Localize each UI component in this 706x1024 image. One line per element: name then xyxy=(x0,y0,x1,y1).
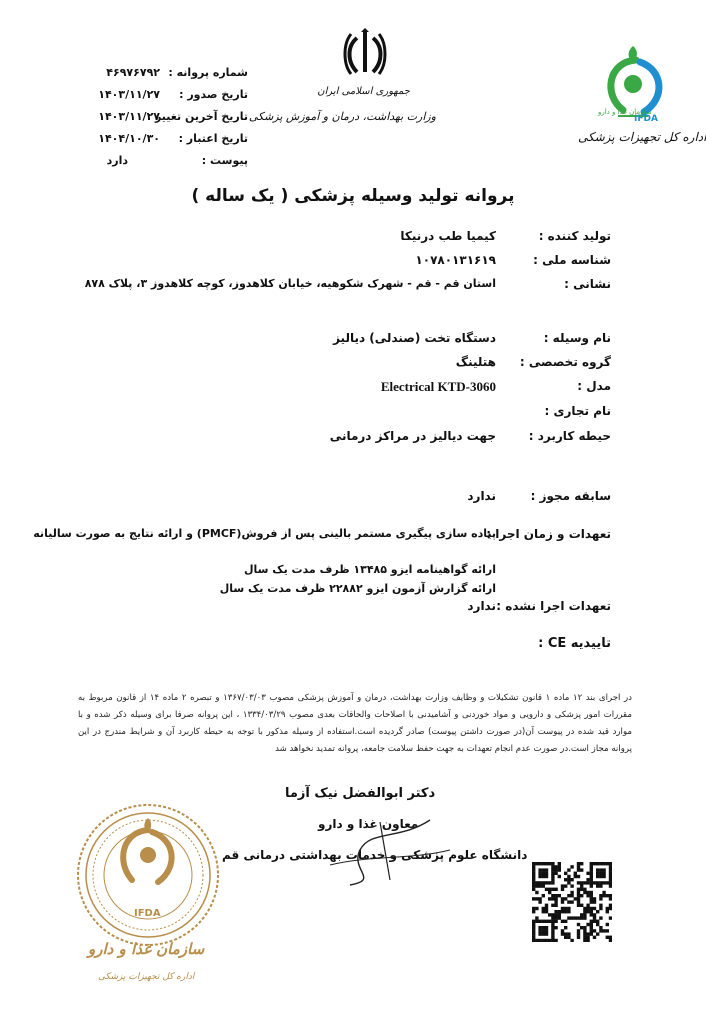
signer-name: دکتر ابوالفضل نیک آزما xyxy=(285,786,436,801)
meta-row-validity: تاریخ اعتبار : ۱۴۰۴/۱۰/۳۰ xyxy=(98,132,248,145)
iran-emblem-icon xyxy=(343,28,387,78)
ministry-text: وزارت بهداشت، درمان و آموزش پزشکی xyxy=(248,110,436,123)
meta-row-last-change: تاریخ آخرین تغییر : ۱۴۰۳/۱۱/۲۷ xyxy=(98,110,248,123)
page-title: پروانه تولید وسیله پزشکی ( یک ساله ) xyxy=(191,186,515,206)
legal-paragraph: در اجرای بند ۱۲ ماده ۱ قانون تشکیلات و وظایف وزارت بهداشت، درمان و آموزش پزشکی مصوب ۱۳۶۷/۰۳/۰۳ و تبصره ۲ ماده ۱۴ از قانون مربوط به مقررات امور پزشکی و دارویی و مواد خوردنی و آشامیدنی با اصلاحات والحاقات بعدی مصوب ۱۳۳۴/۰۳/۲۹ ، این پروانه صرفا برای وسیله ذکر شده و با موارد قید شده در پیوست آن(در صورت داشتن پیوست) صادر گردیده است.استفاده از وسیله مذکور با توجه به حیطه کاربرد آن و شرایط مندرج در این پروانه مجاز است.در صورت عدم انجام تعهدات به جهت حفظ سلامت جامعه، پروانه تمدید نخواهد شد xyxy=(78,693,633,754)
seal-division: اداره کل تجهیزات پزشکی xyxy=(98,972,195,982)
seal-abbr: IFDA xyxy=(134,908,161,919)
ifda-division: اداره کل تجهیزات پزشکی xyxy=(578,130,706,144)
signature-scribble-icon xyxy=(310,810,460,890)
qr-code-icon xyxy=(532,862,612,942)
meta-row-issue-date: تاریخ صدور : ۱۴۰۳/۱۱/۲۷ xyxy=(98,88,248,101)
iran-emblem xyxy=(343,28,387,78)
ifda-seal-icon xyxy=(72,800,224,950)
meta-row-license-number: شماره پروانه : ۴۶۹۷۶۷۹۲ xyxy=(106,66,248,79)
republic-text: جمهوری اسلامی ایران xyxy=(317,86,410,97)
ifda-seal xyxy=(72,800,224,950)
ifda-small-name: سازمان غذا و دارو xyxy=(598,108,652,116)
meta-row-attachment: پیوست : دارد xyxy=(106,154,248,167)
seal-org-name: سازمان غذا و دارو xyxy=(88,940,205,958)
qr-code[interactable] xyxy=(532,862,612,942)
signer-position: معاون غذا و دارو xyxy=(318,817,419,831)
signer-university: دانشگاه علوم پزشکی و خدمات بهداشتی درمانی قم xyxy=(222,848,528,862)
license-meta xyxy=(48,66,248,176)
ifda-abbr: IFDA xyxy=(634,114,658,124)
